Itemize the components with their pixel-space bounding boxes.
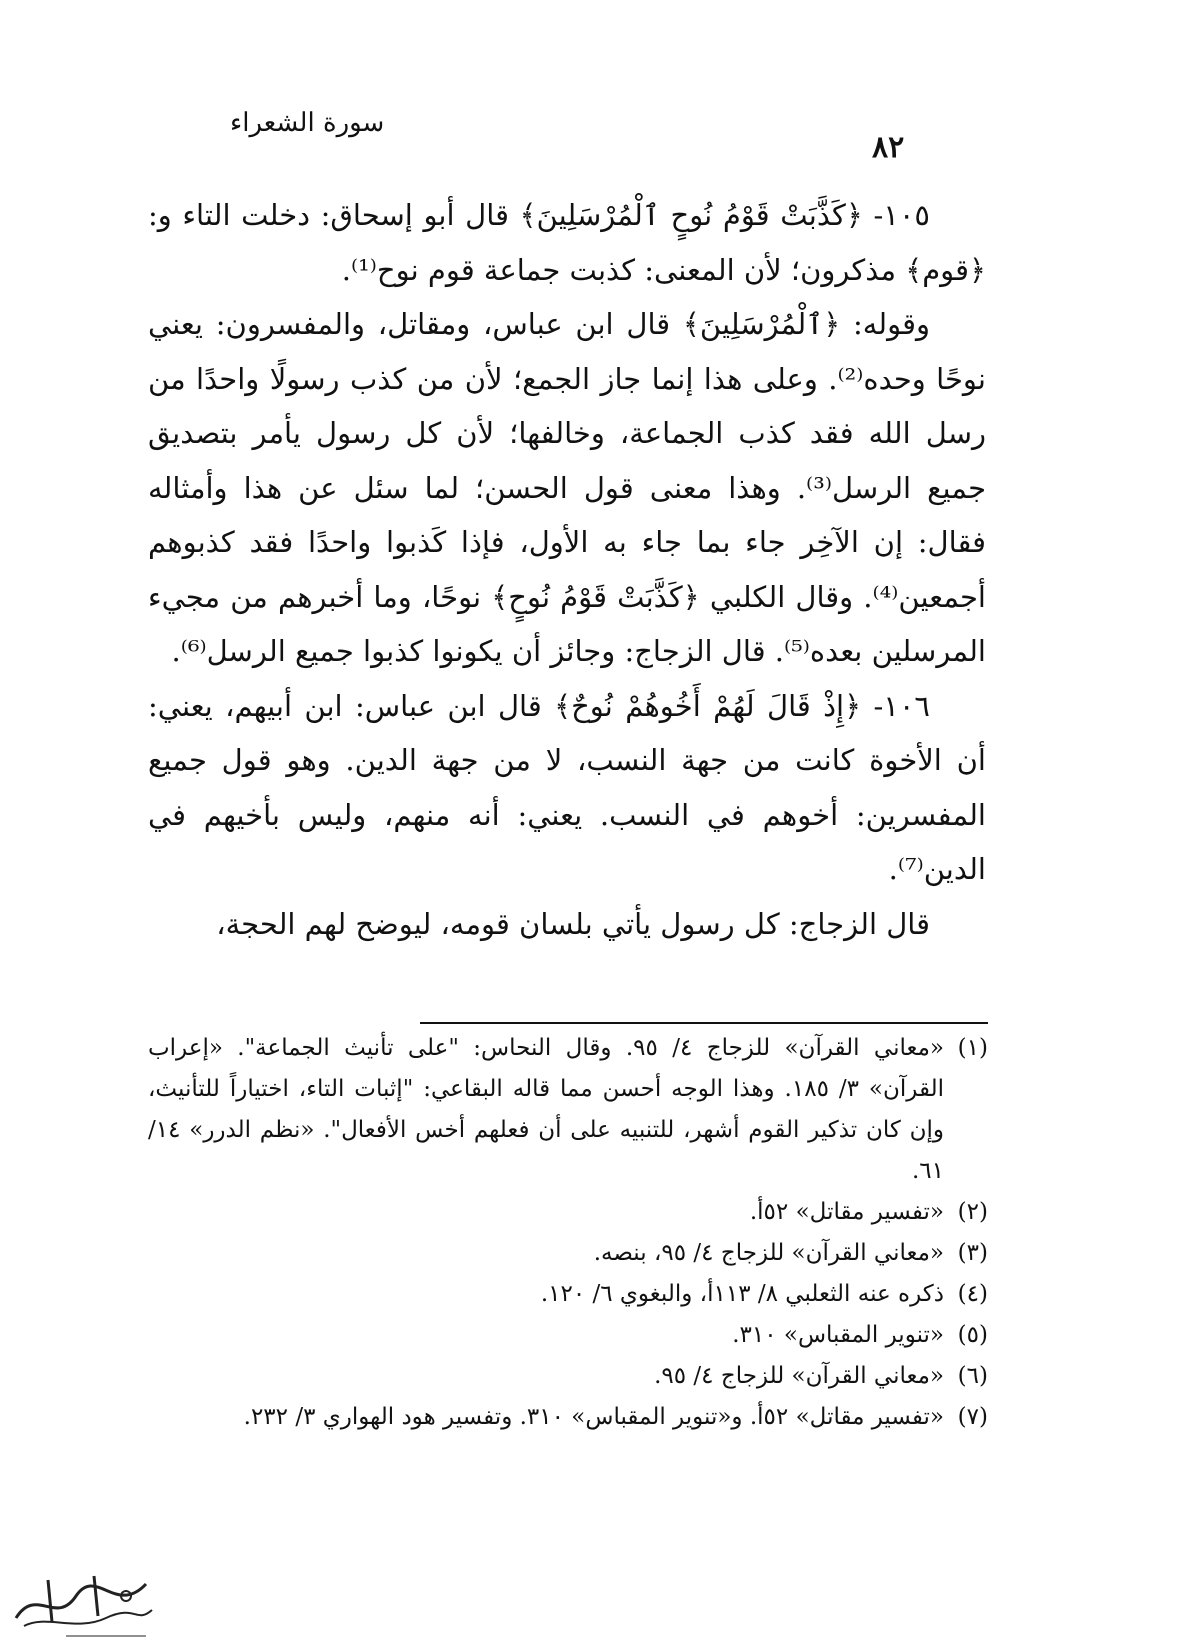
footnote-text: ذكره عنه الثعلبي ٨/ ١١٣أ، والبغوي ٦/ ١٢٠.	[540, 1281, 944, 1307]
footnote	[148, 1274, 988, 1315]
footnote	[148, 1397, 988, 1438]
paragraph-commentary-105: وقوله: ﴿ٱلْمُرْسَلِينَ﴾ قال ابن عباس، ومقاتل، والمفسرون: يعني نوحًا وحده⁽²⁾. وعلى هذا إنما جاز الجمع؛ لأن من كذب رسولًا واحدًا من رسل الله فقد كذب الجماعة، وخالفها؛ لأن كل رسول يأمر بتصديق جميع الرسل⁽³⁾. وهذا معنى قول الحسن؛ لما سئل عن هذا وأمثاله فقال: إن الآخِر جاء بما جاء به الأول، فإذا كَذبوا واحدًا فقد كذبوهم أجمعين⁽⁴⁾. وقال الكلبي ﴿كَذَّبَتْ قَوْمُ نُوحٍ﴾ نوحًا، وما أخبرهم من مجيء المرسلين بعده⁽⁵⁾. قال الزجاج: وجائز أن يكونوا كذبوا جميع الرسل⁽⁶⁾.	[148, 307, 987, 668]
footnote-separator	[420, 1022, 988, 1024]
footnote	[148, 1028, 988, 1192]
footnote-text: «معاني القرآن» للزجاج ٤/ ٩٥، بنصه.	[593, 1240, 944, 1266]
page-number: ٨٢	[872, 130, 905, 165]
footnote-number: (٧)	[957, 1404, 988, 1430]
footnote-text: «تفسير مقاتل» ٥٢أ.	[749, 1199, 944, 1225]
calligraphy-seal-logo	[6, 1566, 158, 1642]
footnote	[148, 1233, 988, 1274]
footnote-text: «تفسير مقاتل» ٥٢أ. و«تنوير المقباس» ٣١٠. وتفسير هود الهواري ٣/ ٢٣٢.	[243, 1404, 944, 1430]
paragraph-verse-106: ١٠٦- ﴿إِذْ قَالَ لَهُمْ أَخُوهُمْ نُوحٌ﴾ قال ابن عباس: ابن أبيهم، يعني: أن الأخوة كانت من جهة النسب، لا من جهة الدين. وهو قول جميع المفسرين: أخوهم في النسب. يعني: أنه منهم، وليس بأخيهم في الدين⁽⁷⁾.	[148, 688, 986, 886]
footnote-number: (٣)	[957, 1240, 988, 1266]
footnote	[148, 1356, 988, 1397]
footnote-text: «معاني القرآن» للزجاج ٤/ ٩٥. وقال النحاس: "على تأنيث الجماعة". «إعراب القرآن» ٣/ ١٨٥. وهذا الوجه أحسن مما قاله البقاعي: "إثبات التاء، اختياراً للتأنيث، وإن كان تذكير القوم أشهر، للتنبيه على أن فعلهم أخس الأفعال". «نظم الدرر» ١٤/ ٦١.	[148, 1035, 944, 1184]
footnote-number: (٢)	[957, 1199, 988, 1225]
main-text	[148, 188, 986, 951]
footnote-text: «تنوير المقباس» ٣١٠.	[732, 1322, 944, 1348]
footnotes	[148, 1028, 988, 1438]
footnote-number: (٦)	[957, 1363, 988, 1389]
footnote-number: (٤)	[957, 1281, 988, 1307]
paragraph-verse-105: ١٠٥- ﴿كَذَّبَتْ قَوْمُ نُوحٍ ٱلْمُرْسَلِينَ﴾ قال أبو إسحاق: دخلت التاء و: ﴿قوم﴾ مذكرون؛ لأن المعنى: كذبت جماعة قوم نوح⁽¹⁾.	[148, 198, 986, 287]
paragraph-zajjaj: قال الزجاج: كل رسول يأتي بلسان قومه، ليوضح لهم الحجة،	[216, 906, 930, 941]
running-header-surah: سورة الشعراء	[230, 108, 385, 138]
footnote	[148, 1192, 988, 1233]
footnote-number: (١)	[957, 1035, 988, 1061]
footnote-text: «معاني القرآن» للزجاج ٤/ ٩٥.	[654, 1363, 944, 1389]
footnote	[148, 1315, 988, 1356]
footnote-number: (٥)	[957, 1322, 988, 1348]
